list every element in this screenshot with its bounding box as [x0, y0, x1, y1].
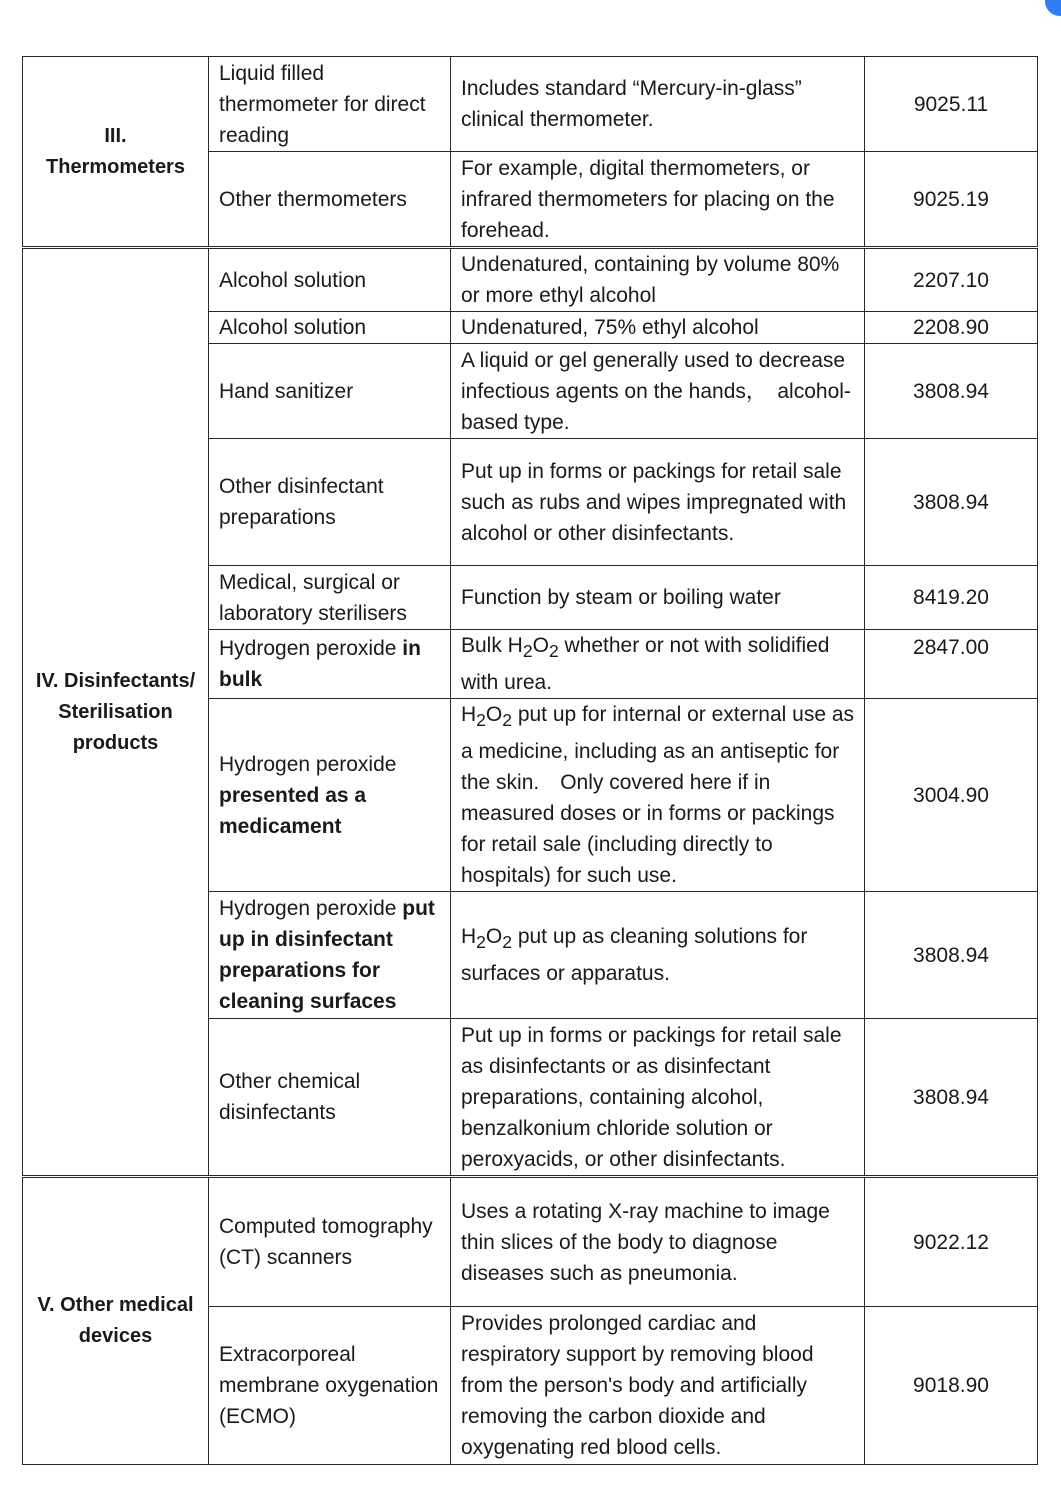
- product-emphasis: in bulk: [219, 637, 421, 692]
- subscript: 2: [502, 932, 512, 953]
- product-cell: Liquid filled thermometer for direct reading: [209, 57, 451, 152]
- category-line: Thermometers: [46, 155, 185, 178]
- category-line: V. Other medical: [37, 1294, 194, 1317]
- category-cell: [23, 248, 209, 1177]
- product-cell: Extracorporeal membrane oxygenation (ECMO): [209, 1307, 451, 1465]
- description-cell: [451, 892, 865, 1019]
- description-text: H: [461, 703, 477, 727]
- product-cell: [209, 892, 451, 1019]
- description-cell: A liquid or gel generally used to decrease infectious agents on the hands， alcohol-based type.: [451, 344, 865, 439]
- product-cell: [209, 630, 451, 699]
- hs-code-cell: 9025.19: [865, 152, 1038, 248]
- category-line: IV. Disinfectants/: [35, 669, 196, 692]
- table-row: [23, 248, 1038, 312]
- description-cell: Function by steam or boiling water: [451, 566, 865, 630]
- description-cell: [451, 699, 865, 892]
- hs-code-cell: 3808.94: [865, 892, 1038, 1019]
- product-cell: Alcohol solution: [209, 248, 451, 312]
- category-line: Sterilisation: [58, 700, 173, 723]
- description-cell: Provides prolonged cardiac and respiratory support by removing blood from the person's body and artificially removing the carbon dioxide and oxygenating red blood cells.: [451, 1307, 865, 1465]
- subscript: 2: [502, 710, 512, 731]
- category-cell: [23, 1177, 209, 1465]
- description-cell: [451, 630, 865, 699]
- hs-code-cell: 3808.94: [865, 344, 1038, 439]
- hs-code-cell: 2208.90: [865, 312, 1038, 344]
- corner-badge: [1045, 0, 1061, 16]
- product-cell: Other thermometers: [209, 152, 451, 248]
- description-cell: Includes standard “Mercury-in-glass” clinical thermometer.: [451, 57, 865, 152]
- hs-code-cell: 3004.90: [865, 699, 1038, 892]
- product-cell: Other chemical disinfectants: [209, 1019, 451, 1177]
- category-line: products: [72, 731, 159, 754]
- description-text: O: [532, 634, 549, 657]
- description-text: put up for internal or external use as a medicine, including as an antiseptic for the skin. Only covered here if in measured doses or in forms or packings for retail sale (including directly to hospitals) for such use.: [461, 703, 855, 888]
- description-text: Bulk H: [461, 634, 523, 657]
- table-row: [23, 1177, 1038, 1307]
- subscript: 2: [476, 710, 486, 731]
- product-cell: Medical, surgical or laboratory sterilisers: [209, 566, 451, 630]
- hs-code-table: [22, 56, 1038, 1465]
- hs-code-cell: 2207.10: [865, 248, 1038, 312]
- product-text: Hydrogen peroxide: [219, 897, 403, 921]
- product-text: Hydrogen peroxide: [219, 752, 397, 776]
- description-text: H: [461, 925, 477, 949]
- category-cell: [23, 57, 209, 248]
- hs-code-cell: 8419.20: [865, 566, 1038, 630]
- table-row: [23, 57, 1038, 152]
- category-line: III.: [104, 124, 127, 147]
- product-cell: Hand sanitizer: [209, 344, 451, 439]
- hs-code-cell: 9022.12: [865, 1177, 1038, 1307]
- product-emphasis: presented as a medicament: [219, 783, 367, 838]
- description-text: O: [485, 703, 503, 727]
- subscript: 2: [522, 641, 533, 662]
- category-line: devices: [78, 1325, 153, 1348]
- description-cell: Put up in forms or packings for retail sale such as rubs and wipes impregnated with alcohol or other disinfectants.: [451, 439, 865, 566]
- product-cell: Alcohol solution: [209, 312, 451, 344]
- description-cell: For example, digital thermometers, or infrared thermometers for placing on the forehead.: [451, 152, 865, 248]
- product-cell: Other disinfectant preparations: [209, 439, 451, 566]
- hs-code-cell: 3808.94: [865, 1019, 1038, 1177]
- hs-code-cell: 2847.00: [865, 630, 1038, 699]
- product-emphasis: put up in disinfectant preparations for cleaning surfaces: [219, 897, 435, 1014]
- product-cell: Computed tomography (CT) scanners: [209, 1177, 451, 1307]
- description-text: whether or not with solidified with urea.: [461, 634, 830, 695]
- product-cell: [209, 699, 451, 892]
- description-text: O: [485, 925, 503, 949]
- description-cell: Undenatured, 75% ethyl alcohol: [451, 312, 865, 344]
- hs-code-cell: 3808.94: [865, 439, 1038, 566]
- description-cell: Undenatured, containing by volume 80% or more ethyl alcohol: [451, 248, 865, 312]
- subscript: 2: [476, 932, 486, 953]
- description-cell: Put up in forms or packings for retail sale as disinfectants or as disinfectant preparations, containing alcohol, benzalkonium chloride solution or peroxyacids, or other disinfectants.: [451, 1019, 865, 1177]
- subscript: 2: [548, 641, 559, 662]
- hs-code-cell: 9025.11: [865, 57, 1038, 152]
- hs-code-cell: 9018.90: [865, 1307, 1038, 1465]
- description-text: put up as cleaning solutions for surfaces or apparatus.: [461, 925, 808, 986]
- product-text: Hydrogen peroxide: [219, 637, 403, 661]
- description-cell: Uses a rotating X-ray machine to image thin slices of the body to diagnose diseases such as pneumonia.: [451, 1177, 865, 1307]
